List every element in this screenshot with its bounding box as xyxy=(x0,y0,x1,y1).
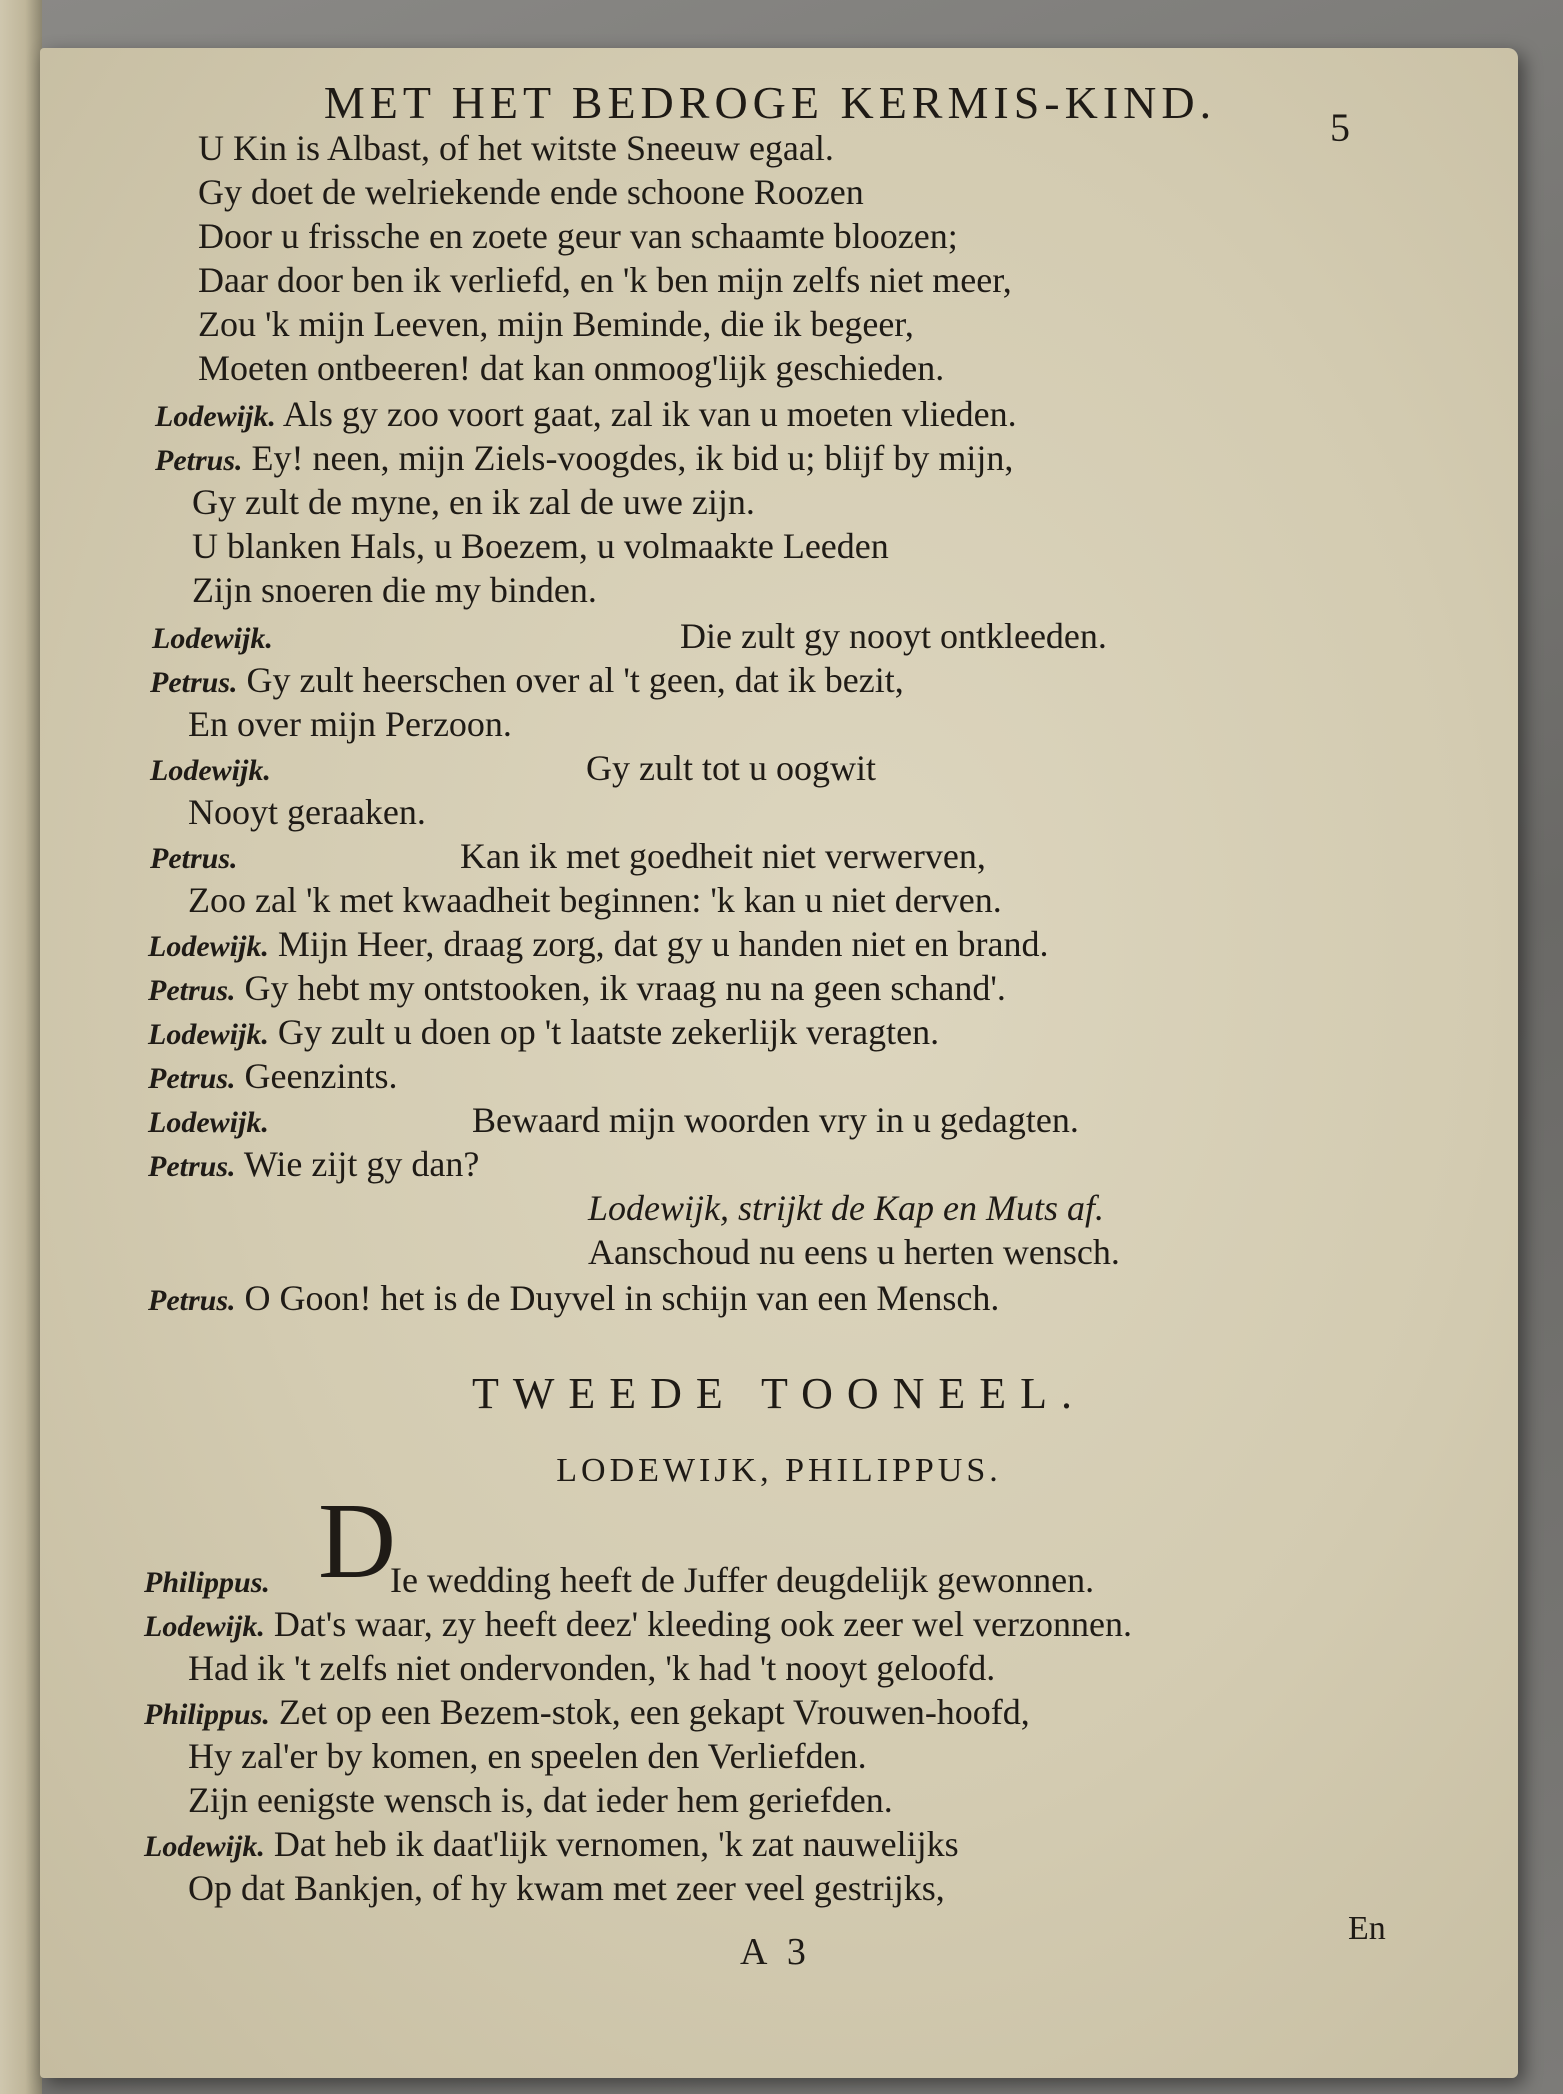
verse-text: Bewaard mijn woorden vry in u gedagten. xyxy=(472,1100,1079,1140)
verse-line xyxy=(198,346,944,390)
verse-line xyxy=(188,702,512,746)
verse-line xyxy=(198,302,914,346)
dialogue-line xyxy=(148,1054,397,1101)
verse-line xyxy=(192,524,889,568)
verse-line xyxy=(680,614,1107,658)
verse-text: Gy zult u doen op 't laatste zekerlijk veragten. xyxy=(277,1012,940,1052)
speaker-name: Petrus. xyxy=(150,666,238,699)
scene-title: TWEEDE TOONEEL. xyxy=(471,1369,1087,1418)
verse-text: Door u frissche en zoete geur van schaamte bloozen; xyxy=(198,216,958,256)
verse-line xyxy=(188,790,426,834)
dialogue-line xyxy=(148,1010,939,1057)
verse-text: Als gy zoo voort gaat, zal ik van u moeten vlieden. xyxy=(282,394,1017,434)
dialogue-line xyxy=(155,436,1013,483)
verse-line xyxy=(188,878,1002,922)
signature-mark: A 3 xyxy=(740,1931,812,1973)
verse-text: Gy zult heerschen over al 't geen, dat ik bezit, xyxy=(246,660,904,700)
stage-direction xyxy=(588,1186,1104,1230)
dialogue-line xyxy=(148,966,1006,1013)
verse-line xyxy=(472,1098,1079,1142)
verse-line xyxy=(198,126,834,170)
verse-text: Zet op een Bezem-stok, een gekapt Vrouwen-hoofd, xyxy=(278,1692,1030,1732)
speaker-name: Petrus. xyxy=(148,1150,236,1183)
verse-text: Zou 'k mijn Leeven, mijn Beminde, die ik begeer, xyxy=(198,304,914,344)
verse-line xyxy=(460,834,986,878)
verse-text: Daar door ben ik verliefd, en 'k ben mijn zelfs niet meer, xyxy=(198,260,1012,300)
dialogue-line xyxy=(144,1602,1132,1649)
catchword: En xyxy=(1348,1910,1386,1947)
verse-line xyxy=(188,1646,995,1690)
speaker-name: Petrus. xyxy=(148,1284,236,1317)
verse-text: Zijn eenigste wensch is, dat ieder hem geriefden. xyxy=(188,1780,893,1820)
verse-text: U Kin is Albast, of het witste Sneeuw egaal. xyxy=(198,128,834,168)
left-page-edge xyxy=(0,0,42,2094)
verse-text: Had ik 't zelfs niet ondervonden, 'k had 't nooyt geloofd. xyxy=(188,1648,996,1688)
speaker-name: Lodewijk. xyxy=(148,1018,269,1051)
verse-text: Hy zal'er by komen, en speelen den Verliefden. xyxy=(188,1736,867,1776)
page-number: 5 xyxy=(1330,105,1350,150)
verse-text: Nooyt geraaken. xyxy=(188,792,426,832)
dialogue-line xyxy=(155,392,1017,439)
speaker-name: Petrus. xyxy=(155,444,243,477)
verse-text: Kan ik met goedheit niet verwerven, xyxy=(460,836,986,876)
book-page xyxy=(40,48,1518,2078)
dialogue-line xyxy=(150,746,271,793)
verse-line xyxy=(188,1778,893,1822)
verse-text: Op dat Bankjen, of hy kwam met zeer veel gestrijks, xyxy=(188,1868,945,1908)
verse-text: Aanschoud nu eens u herten wensch. xyxy=(588,1232,1120,1272)
speaker-name: Lodewijk. xyxy=(148,1106,269,1139)
speaker-name: Petrus. xyxy=(148,974,236,1007)
verse-text: Wie zijt gy dan? xyxy=(243,1144,480,1184)
verse-text: Gy doet de welriekende ende schoone Roozen xyxy=(198,172,864,212)
verse-line xyxy=(586,746,876,790)
verse-line xyxy=(390,1558,1094,1602)
verse-text: Gy zult de myne, en ik zal de uwe zijn. xyxy=(192,482,755,522)
verse-text: Ey! neen, mijn Ziels-voogdes, ik bid u; blijf by mijn, xyxy=(251,438,1014,478)
speaker-name: Petrus. xyxy=(150,842,238,875)
verse-line xyxy=(192,568,597,612)
verse-text: Gy zult tot u oogwit xyxy=(586,748,876,788)
dialogue-line xyxy=(148,1276,999,1323)
running-head: MET HET BEDROGE KERMIS-KIND. xyxy=(323,77,1217,128)
dialogue-line xyxy=(148,1142,479,1189)
dialogue-line xyxy=(148,922,1048,969)
verse-line xyxy=(188,1866,945,1910)
dialogue-line xyxy=(150,834,238,881)
speaker-name: Philippus. xyxy=(144,1566,270,1599)
speaker-name: Lodewijk. xyxy=(155,400,276,433)
dialogue-line xyxy=(152,614,273,661)
stage-direction-text: Lodewijk, strijkt de Kap en Muts af. xyxy=(588,1188,1104,1228)
speaker-name: Lodewijk. xyxy=(148,930,269,963)
verse-text: O Goon! het is de Duyvel in schijn van een Mensch. xyxy=(244,1278,1000,1318)
dialogue-line xyxy=(144,1558,270,1605)
verse-text: Moeten ontbeeren! dat kan onmoog'lijk geschieden. xyxy=(198,348,945,388)
dialogue-line xyxy=(144,1822,959,1869)
speaker-name: Petrus. xyxy=(148,1062,236,1095)
dialogue-line xyxy=(150,658,904,705)
dialogue-line xyxy=(144,1690,1030,1737)
verse-line xyxy=(198,258,1012,302)
verse-text: Zoo zal 'k met kwaadheit beginnen: 'k kan u niet derven. xyxy=(188,880,1002,920)
speaker-name: Lodewijk. xyxy=(144,1830,265,1863)
speaker-name: Lodewijk. xyxy=(152,622,273,655)
verse-text: Zijn snoeren die my binden. xyxy=(192,570,597,610)
verse-line xyxy=(198,170,864,214)
speaker-name: Lodewijk. xyxy=(150,754,271,787)
drop-cap: D xyxy=(318,1482,396,1601)
scene-characters: LODEWIJK, PHILIPPUS. xyxy=(556,1452,1002,1489)
verse-line xyxy=(588,1230,1120,1274)
verse-text: Die zult gy nooyt ontkleeden. xyxy=(680,616,1107,656)
verse-text: Dat's waar, zy heeft deez' kleeding ook zeer wel verzonnen. xyxy=(273,1604,1132,1644)
dialogue-line xyxy=(148,1098,269,1145)
verse-text: Mijn Heer, draag zorg, dat gy u handen niet en brand. xyxy=(277,924,1049,964)
verse-text: Ie wedding heeft de Juffer deugdelijk gewonnen. xyxy=(390,1560,1095,1600)
verse-line xyxy=(188,1734,867,1778)
verse-text: Geenzints. xyxy=(244,1056,398,1096)
verse-text: U blanken Hals, u Boezem, u volmaakte Leeden xyxy=(192,526,889,566)
verse-text: En over mijn Perzoon. xyxy=(188,704,512,744)
verse-line xyxy=(192,480,755,524)
verse-text: Gy hebt my ontstooken, ik vraag nu na geen schand'. xyxy=(244,968,1006,1008)
speaker-name: Lodewijk. xyxy=(144,1610,265,1643)
verse-text: Dat heb ik daat'lijk vernomen, 'k zat nauwelijks xyxy=(273,1824,959,1864)
verse-line xyxy=(198,214,958,258)
speaker-name: Philippus. xyxy=(144,1698,270,1731)
